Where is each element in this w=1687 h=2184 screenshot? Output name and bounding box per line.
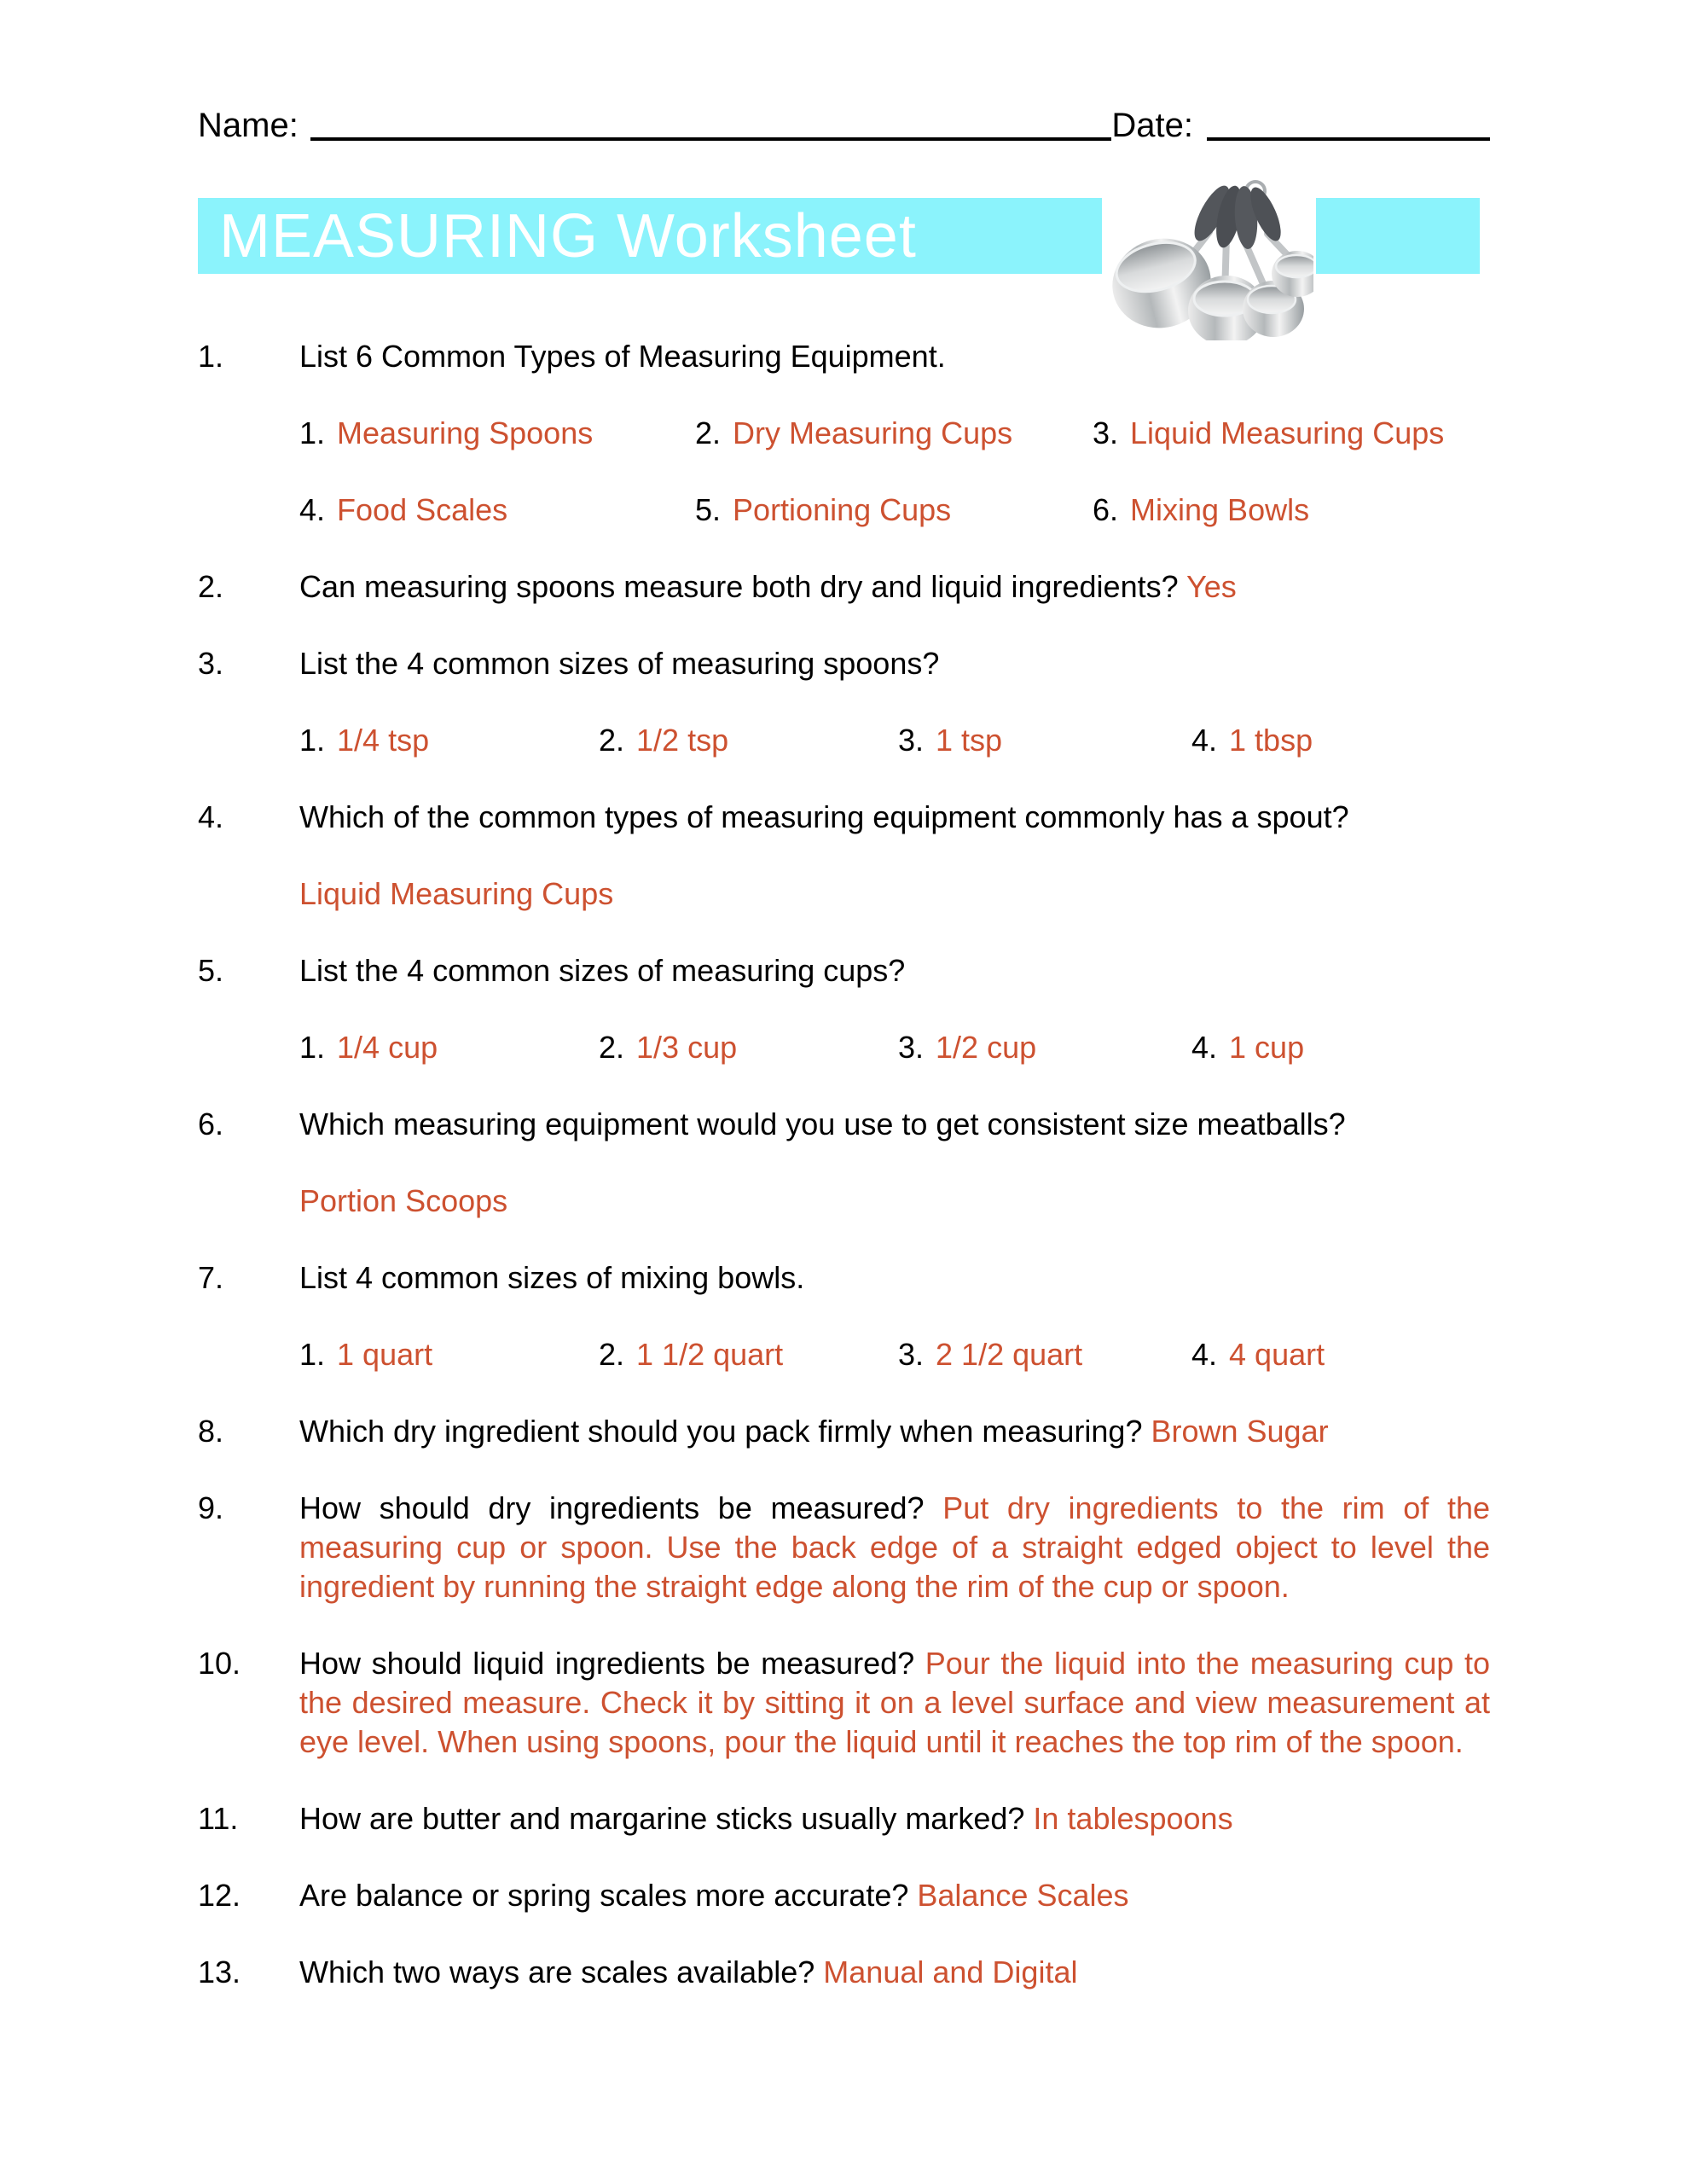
- title-banner-right: [1316, 198, 1480, 274]
- question-part: List 4 common sizes of mixing bowls.: [299, 1260, 805, 1295]
- answer-part: Manual and Digital: [823, 1955, 1078, 1989]
- question-part: How should liquid ingredients be measured?: [299, 1646, 925, 1681]
- answer-part: Brown Sugar: [1151, 1414, 1329, 1449]
- answer-line: Liquid Measuring Cups: [299, 876, 614, 911]
- answer-cell: [1191, 1335, 1490, 1374]
- question-part: List the 4 common sizes of measuring cups?: [299, 953, 906, 988]
- question-row: [198, 1644, 1490, 1762]
- question-row: [198, 1953, 1490, 1992]
- answer-cell: [1093, 491, 1490, 530]
- question-row: [198, 1876, 1490, 1915]
- question-text: [299, 798, 1490, 837]
- answer-cell-number: 4.: [1191, 1030, 1218, 1065]
- question-number: 4.: [198, 799, 224, 834]
- question-number: 3.: [198, 646, 224, 681]
- title-banner-left: [198, 198, 1102, 274]
- answer-cell-number: 6.: [1093, 492, 1119, 527]
- question-text: [299, 567, 1490, 607]
- question-text: [299, 337, 1490, 376]
- question-text: [299, 644, 1490, 683]
- question-part: How are butter and margarine sticks usually marked?: [299, 1801, 1034, 1836]
- answer-cell: [898, 1028, 1191, 1067]
- answer-cell-value: Dry Measuring Cups: [733, 415, 1013, 450]
- answer-cell: [299, 721, 599, 760]
- question-number: 10.: [198, 1646, 241, 1681]
- answer-cell-value: Food Scales: [337, 492, 508, 527]
- question-row: [198, 337, 1490, 376]
- answer-cell: [299, 1028, 599, 1067]
- question-item-3: [198, 644, 1490, 760]
- answer-cell-value: 1/2 cup: [936, 1030, 1037, 1065]
- question-part: Which measuring equipment would you use to get consistent size meatballs?: [299, 1107, 1346, 1141]
- answer-cell-number: 4.: [299, 492, 326, 527]
- answer-part: Put dry ingredients to the rim of the measuring cup or spoon. Use the back edge of a straight edged object to level the ingredient by running the straight edge along the rim of the cup or spoon.: [299, 1490, 1490, 1604]
- answer-grid: [299, 491, 1490, 530]
- question-row: [198, 1489, 1490, 1606]
- question-number: 5.: [198, 953, 224, 988]
- page-title: MEASURING Worksheet: [219, 201, 917, 270]
- question-item-10: [198, 1644, 1490, 1762]
- question-item-12: [198, 1876, 1490, 1915]
- answer-cell-value: 1 quart: [337, 1337, 433, 1372]
- answer-cell-number: 3.: [1093, 415, 1119, 450]
- question-part: Are balance or spring scales more accurate?: [299, 1878, 918, 1913]
- question-part: List 6 Common Types of Measuring Equipment.: [299, 339, 946, 374]
- answer-cell-number: 2.: [599, 723, 625, 758]
- answer-part: Balance Scales: [917, 1878, 1129, 1913]
- answer-cell-value: 1 tbsp: [1229, 723, 1313, 758]
- question-row: [198, 567, 1490, 607]
- answer-cell: [299, 414, 695, 453]
- question-part: Which dry ingredient should you pack firmly when measuring?: [299, 1414, 1151, 1449]
- question-number: 8.: [198, 1414, 224, 1449]
- question-row: [198, 1105, 1490, 1144]
- question-text: [299, 1412, 1490, 1451]
- answer-cell-value: Mixing Bowls: [1130, 492, 1310, 527]
- answer-cell-number: 1.: [299, 1030, 326, 1065]
- answer-cell-number: 3.: [898, 1030, 925, 1065]
- answer-cell: [599, 1335, 898, 1374]
- date-label: Date:: [1111, 107, 1193, 144]
- question-item-11: [198, 1799, 1490, 1838]
- answer-cell-number: 1.: [299, 1337, 326, 1372]
- question-row: [198, 798, 1490, 837]
- question-part: List the 4 common sizes of measuring spoons?: [299, 646, 940, 681]
- question-row: [198, 1258, 1490, 1298]
- answer-cell: [695, 414, 1093, 453]
- answer-part: Pour the liquid into the measuring cup to the desired measure. Check it by sitting it on a level surface and view measurement at eye level. When using spoons, pour the liquid until it reaches the top rim of the spoon.: [299, 1646, 1490, 1759]
- answer-part: Yes: [1186, 569, 1237, 604]
- answer-cell-number: 3.: [898, 1337, 925, 1372]
- answer-line: Portion Scoops: [299, 1183, 508, 1218]
- answer-cell-value: 1 tsp: [936, 723, 1003, 758]
- answer-cell-number: 5.: [695, 492, 722, 527]
- question-number: 11.: [198, 1801, 239, 1836]
- question-row: [198, 644, 1490, 683]
- question-item-1: [198, 337, 1490, 530]
- answer-part: In tablespoons: [1033, 1801, 1233, 1836]
- answer-cell-number: 2.: [599, 1030, 625, 1065]
- question-number: 7.: [198, 1260, 224, 1295]
- answer-cell-value: Liquid Measuring Cups: [1130, 415, 1445, 450]
- title-banner: [198, 198, 1490, 274]
- date-blank-line: [1207, 137, 1490, 141]
- question-text: [299, 1489, 1490, 1606]
- question-number: 2.: [198, 569, 224, 604]
- question-number: 12.: [198, 1878, 241, 1913]
- answer-cell: [599, 721, 898, 760]
- question-item-9: [198, 1489, 1490, 1606]
- answer-cell-value: 4 quart: [1229, 1337, 1325, 1372]
- question-text: [299, 1105, 1490, 1144]
- answer-cell-value: 1 1/2 quart: [636, 1337, 784, 1372]
- answer-cell-value: 1/3 cup: [636, 1030, 738, 1065]
- answer-cell-value: 1/2 tsp: [636, 723, 729, 758]
- answer-grid: [299, 721, 1490, 760]
- answer-cell-value: 2 1/2 quart: [936, 1337, 1083, 1372]
- question-item-5: [198, 951, 1490, 1067]
- answer-cell: [898, 1335, 1191, 1374]
- answer-cell: [299, 491, 695, 530]
- question-row: [198, 951, 1490, 990]
- answer-cell-number: 1.: [299, 723, 326, 758]
- question-text: [299, 1799, 1490, 1838]
- question-part: How should dry ingredients be measured?: [299, 1490, 943, 1525]
- answer-cell-value: 1/4 cup: [337, 1030, 438, 1065]
- question-text: [299, 1953, 1490, 1992]
- answer-cell-number: 2.: [695, 415, 722, 450]
- answer-cell: [695, 491, 1093, 530]
- measuring-cups-image: [1109, 166, 1313, 340]
- question-number: 13.: [198, 1955, 241, 1989]
- answer-grid: [299, 1335, 1490, 1374]
- question-item-13: [198, 1953, 1490, 1992]
- question-item-6: [198, 1105, 1490, 1221]
- answer-cell-number: 2.: [599, 1337, 625, 1372]
- questions-list: [198, 337, 1490, 1992]
- answer-cell-number: 1.: [299, 415, 326, 450]
- answer-cell: [1191, 721, 1490, 760]
- answer-cell: [1191, 1028, 1490, 1067]
- question-item-7: [198, 1258, 1490, 1374]
- question-number: 1.: [198, 339, 224, 374]
- answer-cell-number: 4.: [1191, 1337, 1218, 1372]
- question-item-2: [198, 567, 1490, 607]
- answer-grid: [299, 1028, 1490, 1067]
- question-number: 6.: [198, 1107, 224, 1141]
- question-number: 9.: [198, 1490, 224, 1525]
- question-text: [299, 951, 1490, 990]
- answer-cell: [1093, 414, 1490, 453]
- answer-cell: [599, 1028, 898, 1067]
- answer-grid: [299, 414, 1490, 453]
- answer-cell-number: 4.: [1191, 723, 1218, 758]
- answer-cell-value: Measuring Spoons: [337, 415, 594, 450]
- name-date-row: [198, 107, 1490, 143]
- question-part: Which two ways are scales available?: [299, 1955, 824, 1989]
- question-item-4: [198, 798, 1490, 914]
- answer-cell-value: 1/4 tsp: [337, 723, 430, 758]
- answer-cell-value: Portioning Cups: [733, 492, 952, 527]
- answer-cell: [299, 1335, 599, 1374]
- name-blank-line: [310, 137, 1112, 141]
- name-label: Name:: [198, 107, 299, 144]
- answer-cell-value: 1 cup: [1229, 1030, 1305, 1065]
- answer-cell: [898, 721, 1191, 760]
- question-part: Can measuring spoons measure both dry and liquid ingredients?: [299, 569, 1186, 604]
- question-part: Which of the common types of measuring equipment commonly has a spout?: [299, 799, 1349, 834]
- question-text: [299, 1876, 1490, 1915]
- question-text: [299, 1644, 1490, 1762]
- question-item-8: [198, 1412, 1490, 1451]
- answer-cell-number: 3.: [898, 723, 925, 758]
- question-text: [299, 1258, 1490, 1298]
- question-row: [198, 1412, 1490, 1451]
- question-row: [198, 1799, 1490, 1838]
